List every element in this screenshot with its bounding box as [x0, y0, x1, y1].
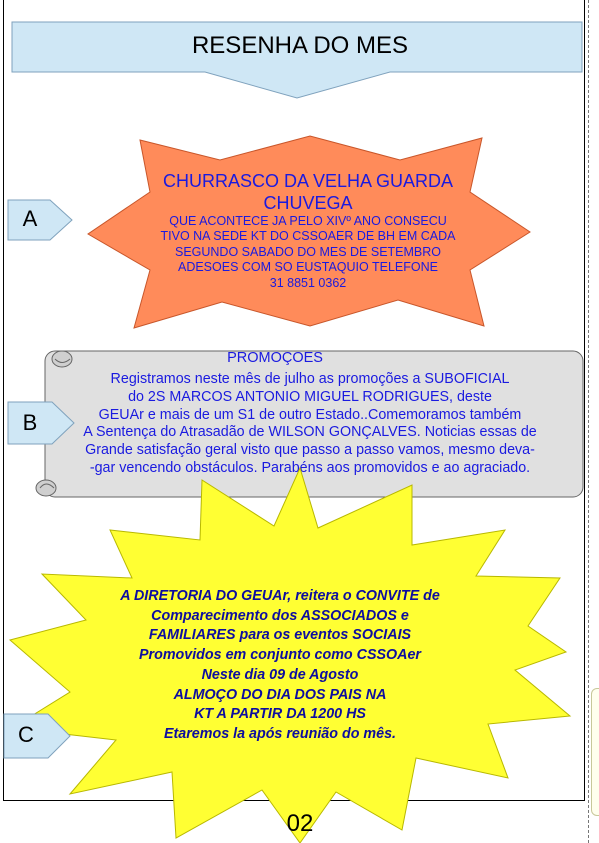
convite-line: KT A PARTIR DA 1200 HS — [194, 706, 366, 723]
marker-a-label: A — [22, 206, 38, 231]
churrasco-body-line: 31 8851 0362 — [269, 275, 347, 290]
churrasco-body-line: ADESOES COM SO EUSTAQUIO TELEFONE — [177, 260, 438, 275]
marker-b-label: B — [22, 410, 38, 435]
churrasco-body-line: SEGUNDO SABADO DO MES DE SETEMBRO — [174, 244, 441, 259]
promocoes-title: PROMOÇOES — [227, 350, 323, 366]
churrasco-body-line: QUE ACONTECE JA PELO XIVº ANO CONSECU — [169, 214, 447, 228]
convite-line: A DIRETORIA DO GEUAr, reitera o CONVITE de — [120, 588, 440, 604]
page-title: RESENHA DO MES — [191, 32, 409, 59]
churrasco-title-line: CHURRASCO DA VELHA GUARDA — [162, 171, 454, 191]
convite-line: Neste dia 09 de Agosto — [201, 666, 359, 683]
promocoes-line: A Sentença do Atrasadão de WILSON GONÇALVES. Noticias essas de — [83, 424, 537, 441]
convite-line: FAMILIARES para os eventos SOCIAIS — [148, 627, 412, 644]
convite-line: Comparecimento dos ASSOCIADOS e — [151, 607, 409, 624]
marker-c-label: C — [18, 722, 34, 747]
promocoes-line: Grande satisfação geral visto que passo a passo vamos, mesmo deva- — [85, 442, 535, 459]
promocoes-line: Registramos neste mês de julho as promoções a SUBOFICIAL — [110, 371, 510, 387]
page-number: 02 — [286, 810, 314, 837]
convite-line: Promovidos em conjunto como CSSOAer — [138, 647, 421, 664]
convite-line: ALMOÇO DO DIA DOS PAIS NA — [173, 686, 387, 703]
promocoes-line: -gar vencendo obstáculos. Parabéns aos promovidos e ao agraciado. — [89, 459, 531, 476]
convite-line: Etaremos la após reunião do mês. — [163, 725, 396, 742]
promocoes-line: GEUAr e mais de um S1 de outro Estado..Comemoramos também — [98, 406, 522, 423]
churrasco-body-line: TIVO NA SEDE KT DO CSSOAER DE BH EM CADA — [160, 229, 456, 244]
promocoes-line: do 2S MARCOS ANTONIO MIGUEL RODRIGUES, deste — [128, 388, 492, 405]
churrasco-title-line: CHUVEGA — [263, 193, 353, 213]
